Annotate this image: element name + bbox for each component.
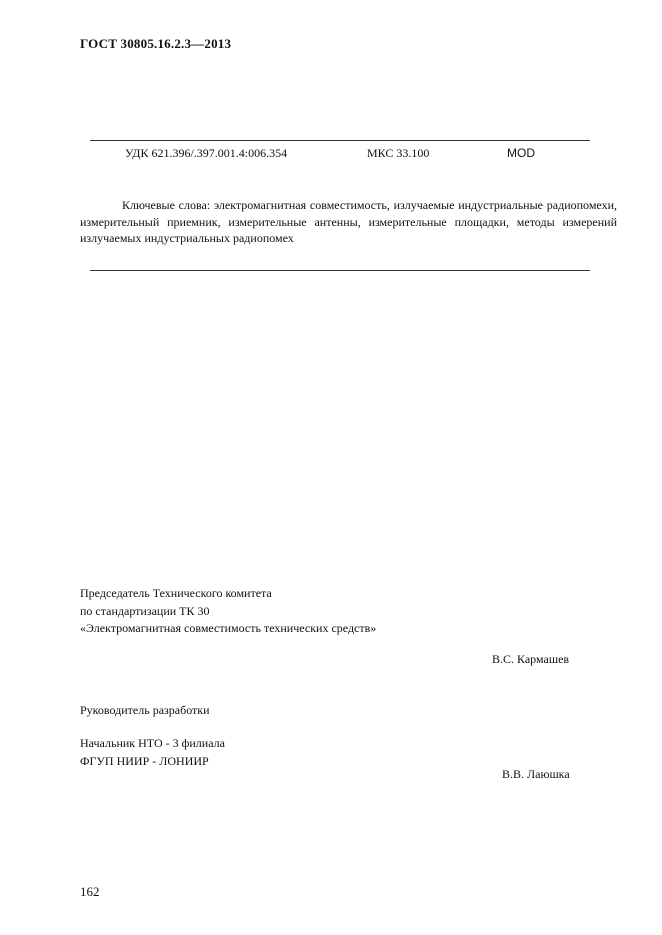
committee-number: по стандартизации ТК 30 bbox=[80, 603, 210, 618]
committee-chair-title: Председатель Технического комитета bbox=[80, 586, 272, 600]
keywords-paragraph: Ключевые слова: электромагнитная совместимость, излучаемые индустриальные радиопомехи, измерительный приемник, измерительные антенны, измерительные площадки, методы измерений излучаемых индустриальных радиопомех bbox=[80, 198, 617, 245]
document-standard-code: ГОСТ 30805.16.2.3—2013 bbox=[80, 36, 232, 51]
mks-code: МКС 33.100 bbox=[367, 146, 430, 160]
developer-title: Руководитель разработки bbox=[80, 703, 210, 717]
committee-chair-name: В.С. Кармашев bbox=[492, 652, 570, 666]
developer-signature-block bbox=[80, 735, 225, 770]
mod-label: MOD bbox=[507, 146, 535, 160]
developer-position: Начальник НТО - 3 филиала bbox=[80, 736, 225, 750]
page-number: 162 bbox=[80, 884, 100, 899]
committee-signature-block bbox=[80, 585, 376, 638]
classification-row bbox=[125, 146, 555, 164]
committee-name: «Электромагнитная совместимость технических средств» bbox=[80, 621, 377, 635]
udk-code: УДК 621.396/.397.001.4:006.354 bbox=[125, 146, 288, 160]
developer-name: В.В. Лаюшка bbox=[502, 767, 570, 781]
top-divider bbox=[90, 140, 590, 141]
bottom-divider bbox=[90, 270, 590, 271]
developer-organization: ФГУП НИИР - ЛОНИИР bbox=[80, 753, 209, 768]
